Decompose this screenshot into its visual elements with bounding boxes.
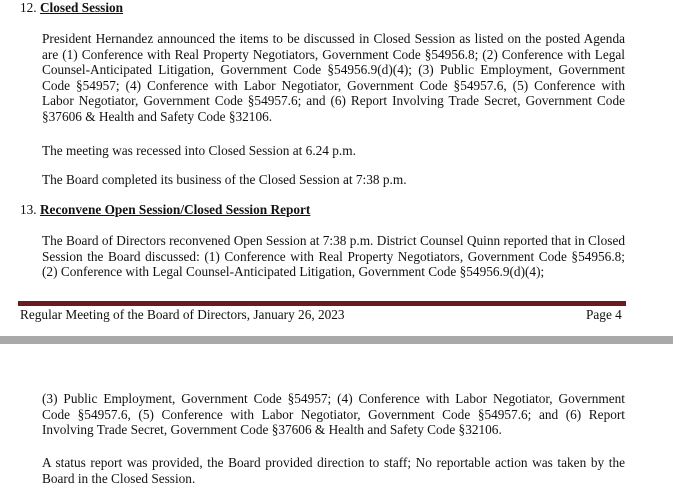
page-separator (0, 336, 673, 344)
section-12-paragraph-recess: The meeting was recessed into Closed Session at 6.24 p.m. (42, 143, 356, 158)
footer-page-number: Page 4 (586, 307, 622, 322)
section-12-paragraph-completed: The Board completed its business of the Closed Session at 7:38 p.m. (42, 172, 407, 187)
continued-paragraph-agenda: (3) Public Employment, Government Code §54957; (4) Conference with Labor Negotiator, Government Code §54957.6, (5) Conference with Labor Negotiator, Government Code §54957.6; and (6) Report Involving Trade Secret, Government Code §37606 & Health and Safety Code §32106. (42, 391, 625, 438)
section-13-heading (20, 202, 310, 218)
footer-rule (18, 301, 626, 306)
section-12-number: 12. (20, 0, 37, 15)
section-12-paragraph-agenda: President Hernandez announced the items to be discussed in Closed Session as listed on the posted Agenda are (1) Conference with Real Property Negotiators, Government Code §54956.8; (2) Conference with Legal Counsel-Anticipated Litigation, Government Code §54956.9(d)(4); (3) Public Employment, Government Code §54957; (4) Conference with Labor Negotiator, Government Code §54957.6, (5) Conference with Labor Negotiator, Government Code §54957.6; and (6) Report Involving Trade Secret, Government Code §37606 & Health and Safety Code §32106. (42, 31, 625, 124)
footer-meeting-title: Regular Meeting of the Board of Directors, January 26, 2023 (20, 307, 345, 322)
section-13-number: 13. (20, 202, 37, 217)
section-12-heading (20, 0, 123, 16)
section-13-title: Reconvene Open Session/Closed Session Report (39, 202, 311, 217)
section-12-title: Closed Session (39, 0, 124, 15)
section-13-paragraph-report: The Board of Directors reconvened Open Session at 7:38 p.m. District Counsel Quinn reported that in Closed Session the Board discussed: (1) Conference with Real Property Negotiators, Government Code §54956.8; (2) Conference with Legal Counsel-Anticipated Litigation, Government Code §54956.9(d)(4); (42, 233, 625, 280)
status-report-paragraph: A status report was provided, the Board provided direction to staff; No reportable action was taken by the Board in the Closed Session. (42, 455, 625, 486)
